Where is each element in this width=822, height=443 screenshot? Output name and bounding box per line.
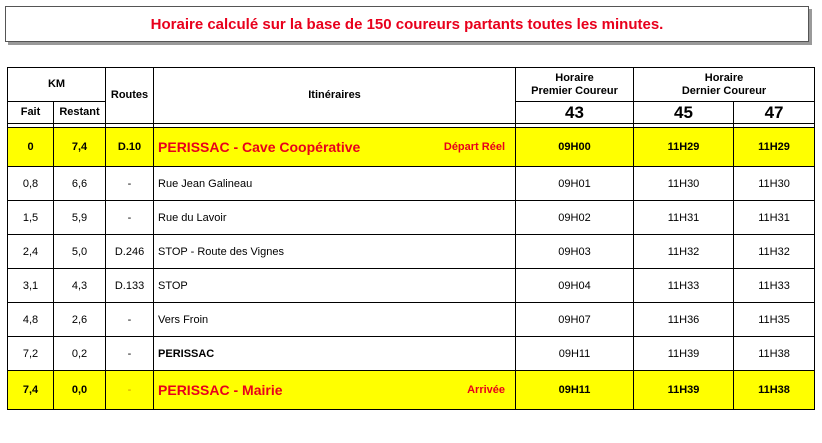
table-row: 4,8 2,6 - Vers Froin 09H07 11H36 11H35 xyxy=(8,303,815,337)
table-row: 2,4 5,0 D.246 STOP - Route des Vignes 09H03 11H32 11H32 xyxy=(8,235,815,269)
restant-header: Restant xyxy=(54,102,106,124)
table-row: 0,8 6,6 - Rue Jean Galineau 09H01 11H30 11H30 xyxy=(8,167,815,201)
itineraires-header: Itinéraires xyxy=(154,68,516,124)
table-row: 1,5 5,9 - Rue du Lavoir 09H02 11H31 11H31 xyxy=(8,201,815,235)
schedule-table xyxy=(7,67,815,410)
table-row: 7,2 0,2 - PERISSAC 09H11 11H39 11H38 xyxy=(8,337,815,371)
fait-header: Fait xyxy=(8,102,54,124)
col-dernier-number-b: 47 xyxy=(734,102,815,124)
table-row: 7,4 0,0 - PERISSAC - Mairie Arrivée 09H11 11H39 11H38 xyxy=(8,371,815,410)
table-row: 0 7,4 D.10 PERISSAC - Cave Coopérative Départ Réel 09H00 11H29 11H29 xyxy=(8,128,815,167)
horaire-premier-header: Horaire Premier Coureur xyxy=(516,68,634,102)
schedule-banner: Horaire calculé sur la base de 150 coureurs partants toutes les minutes. xyxy=(5,6,809,42)
horaire-dernier-header: Horaire Dernier Coureur xyxy=(634,68,815,102)
routes-header: Routes xyxy=(106,68,154,124)
km-header: KM xyxy=(8,68,106,102)
col-dernier-number-a: 45 xyxy=(634,102,734,124)
table-row: 3,1 4,3 D.133 STOP 09H04 11H33 11H33 xyxy=(8,269,815,303)
col-premier-number: 43 xyxy=(516,102,634,124)
